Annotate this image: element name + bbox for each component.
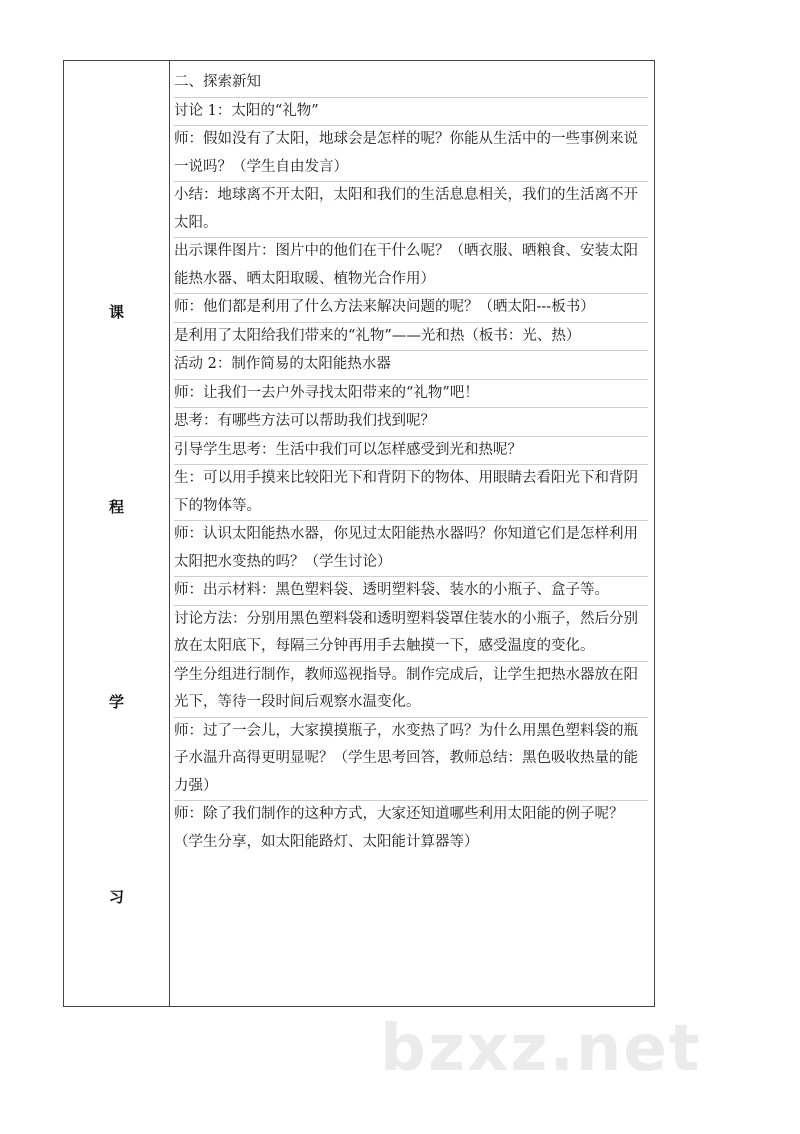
paragraph: 思考：有哪些方法可以帮助我们找到呢？ (174, 408, 648, 437)
section-heading: 二、探索新知 (174, 69, 648, 98)
discussion-title: 讨论 1：太阳的“礼物” (174, 98, 648, 127)
paragraph: 出示课件图片：图片中的他们在干什么呢？（晒衣服、晒粮食、安装太阳能热水器、晒太阳取暖、植物光合作用） (174, 238, 648, 294)
paragraph: 师：除了我们制作的这种方式，大家还知道哪些利用太阳能的例子呢？（学生分享，如太阳能路灯、太阳能计算器等） (174, 806, 624, 850)
paragraph: 学生分组进行制作，教师巡视指导。制作完成后，让学生把热水器放在阳光下，等待一段时间后观察水温变化。 (174, 662, 648, 718)
lesson-table (63, 60, 655, 1007)
paragraph: 师：假如没有了太阳，地球会是怎样的呢？你能从生活中的一些事例来说一说吗？（学生自由发言） (174, 126, 648, 182)
activity-title: 活动 2：制作简易的太阳能热水器 (174, 351, 648, 380)
site-watermark: bzxz.net (380, 1012, 702, 1086)
paragraph: 师：他们都是利用了什么方法来解决问题的呢？（晒太阳---板书） (174, 294, 648, 323)
column-divider (169, 61, 170, 1006)
side-label-xue: 学 (108, 693, 124, 711)
paragraph: 师：过了一会儿，大家摸摸瓶子，水变热了吗？为什么用黑色塑料袋的瓶子水温升高得更明显呢？（学生思考回答，教师总结：黑色吸收热量的能力强） (174, 718, 648, 802)
paragraph: 小结：地球离不开太阳，太阳和我们的生活息息相关，我们的生活离不开太阳。 (174, 182, 648, 238)
paragraph: 引导学生思考：生活中我们可以怎样感受到光和热呢？ (174, 437, 648, 466)
paragraph: 讨论方法：分别用黑色塑料袋和透明塑料袋罩住装水的小瓶子，然后分别放在太阳底下，每隔三分钟再用手去触摸一下，感受温度的变化。 (174, 606, 648, 662)
side-label-ke: 课 (108, 303, 124, 321)
paragraph: 生：可以用手摸来比较阳光下和背阴下的物体、用眼睛去看阳光下和背阴下的物体等。 (174, 465, 648, 521)
paragraph: 师：让我们一去户外寻找太阳带来的“礼物”吧！ (174, 380, 648, 409)
side-label-xi: 习 (108, 888, 124, 906)
paragraph: 师：认识太阳能热水器，你见过太阳能热水器吗？你知道它们是怎样利用太阳把水变热的吗？（学生讨论） (174, 521, 648, 577)
lesson-content (174, 69, 648, 856)
side-label-cheng: 程 (108, 498, 124, 516)
paragraph: 是利用了太阳给我们带来的“礼物”——光和热（板书：光、热） (174, 323, 648, 352)
paragraph: 师：出示材料：黑色塑料袋、透明塑料袋、装水的小瓶子、盒子等。 (174, 577, 648, 606)
